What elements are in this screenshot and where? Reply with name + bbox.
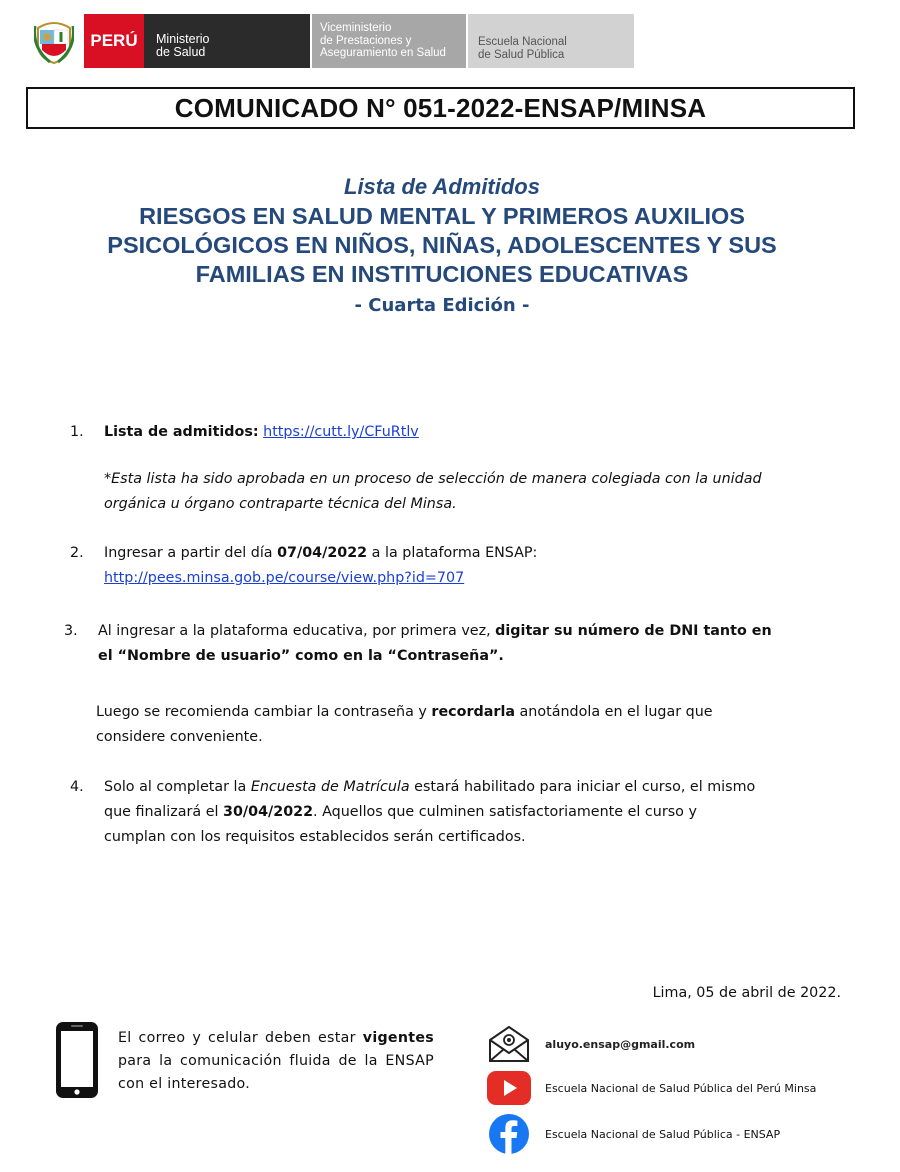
item-label: Lista de admitidos: [104, 424, 259, 440]
item-number: 1. [70, 424, 84, 440]
start-date: 07/04/2022 [277, 545, 368, 561]
viceministry-label: Viceministerio de Prestaciones y Aseguramiento en Salud [312, 14, 466, 68]
platform-link[interactable]: http://pees.minsa.gob.pe/course/view.php?id=707 [104, 570, 465, 586]
item-number: 3. [64, 623, 78, 639]
coat-of-arms-icon [30, 14, 78, 68]
contact-note: El correo y celular deben estar vigentes para la comunicación fluida de la ENSAP con el interesado. [118, 1030, 435, 1092]
header-logo-bar [30, 14, 634, 68]
list-item-4: 4. Solo al completar la Encuesta de Matrícula estará habilitado para iniciar el curso, el mismo que finalizará el 30/04/2022. Aquellos que culminen satisfactoriamente el curso y cumplan con los requisitos establecidos serán certificados. [70, 775, 860, 850]
document-title: COMUNICADO N° 051-2022-ENSAP/MINSA [26, 87, 855, 129]
ministry-label: Ministerio de Salud [144, 14, 310, 68]
email-contact [486, 1024, 695, 1064]
email-icon [486, 1024, 532, 1064]
course-name: RIESGOS EN SALUD MENTAL Y PRIMEROS AUXILIOS PSICOLÓGICOS EN NIÑOS, NIÑAS, ADOLESCENTES Y SUS FAMILIAS EN INSTITUCIONES EDUCATIVAS [107, 203, 777, 287]
list-title: Lista de Admitidos [344, 174, 540, 199]
list-item-2: 2. Ingresar a partir del día 07/04/2022 a la plataforma ENSAP: http://pees.minsa.gob.pe/course/view.php?id=707 [70, 541, 860, 591]
peru-label: PERÚ [84, 14, 144, 68]
list-item-1 [70, 420, 860, 445]
password-recommendation: Luego se recomienda cambiar la contraseña y recordarla anotándola en el lugar que considere conveniente. [96, 704, 713, 745]
edition-label: - Cuarta Edición - [354, 295, 530, 316]
end-date: 30/04/2022 [223, 804, 314, 820]
youtube-icon[interactable] [486, 1068, 532, 1108]
phone-icon [54, 1020, 100, 1105]
facebook-contact [486, 1114, 780, 1154]
issue-date: Lima, 05 de abril de 2022. [652, 985, 841, 1001]
facebook-page[interactable]: Escuela Nacional de Salud Pública - ENSAP [545, 1127, 781, 1141]
school-label: Escuela Nacional de Salud Pública [468, 14, 634, 68]
list-item-3: 3. Al ingresar a la plataforma educativa, por primera vez, digitar su número de DNI tanto en el “Nombre de usuario” como en la “Contraseña”. [64, 619, 854, 669]
item-number: 4. [70, 779, 84, 795]
facebook-icon[interactable] [486, 1114, 532, 1154]
youtube-channel[interactable]: Escuela Nacional de Salud Pública del Perú Minsa [545, 1081, 817, 1095]
course-heading [0, 172, 884, 321]
item-number: 2. [70, 545, 84, 561]
approval-note: *Esta lista ha sido aprobada en un proceso de selección de manera colegiada con la unidad orgánica u órgano contraparte técnica del Minsa. [104, 471, 762, 512]
youtube-contact [486, 1068, 816, 1108]
email-address[interactable]: aluyo.ensap@gmail.com [545, 1037, 696, 1051]
admitted-list-link[interactable]: https://cutt.ly/CFuRtlv [263, 424, 419, 440]
